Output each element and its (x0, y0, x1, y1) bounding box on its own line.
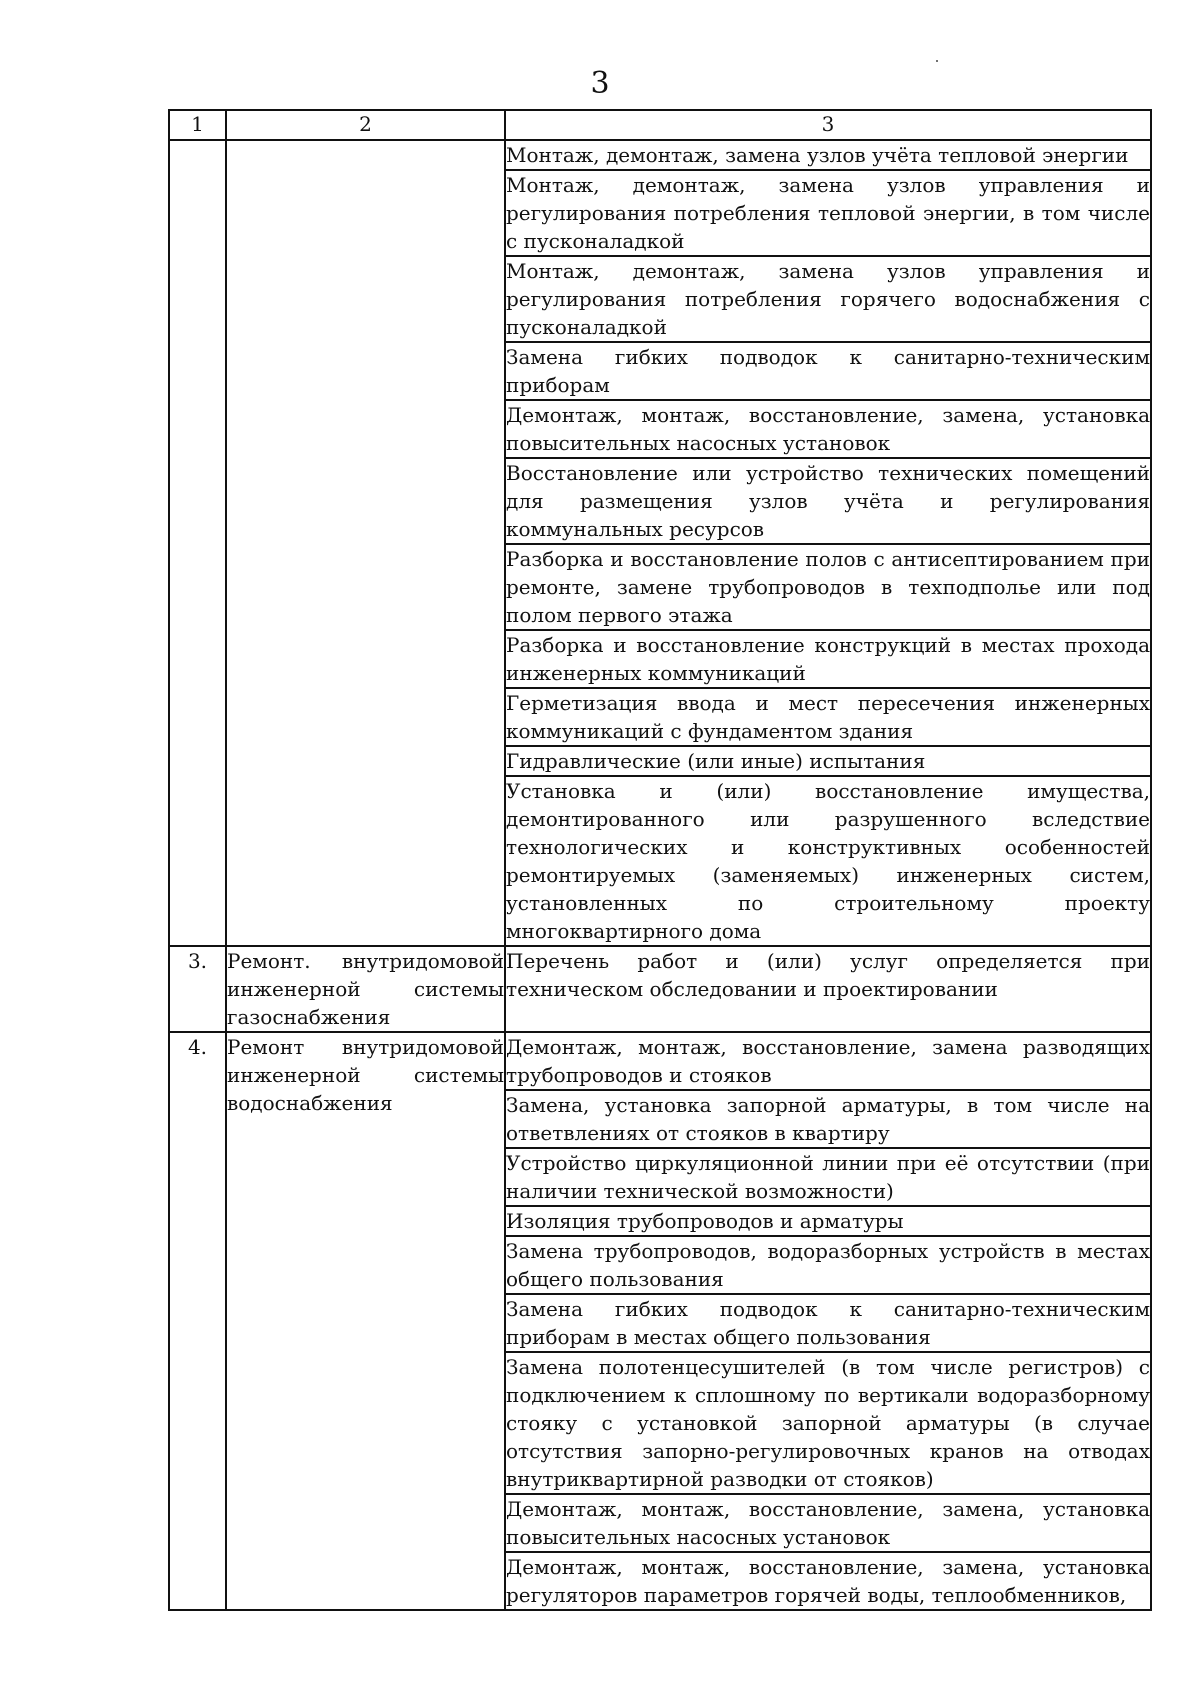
page-number: 3 (590, 66, 610, 101)
row-number (169, 140, 226, 946)
row-system-name: Ремонт внутридомовой инженерной системы водоснабжения (226, 1032, 505, 1610)
table-row-water (169, 1032, 1151, 1610)
row-works (505, 140, 1151, 946)
row-number: 4. (169, 1032, 226, 1610)
work-item: Перечень работ и (или) услуг определяется при техническом обследовании и проектировании (506, 949, 1150, 1001)
row-system-name (226, 140, 505, 946)
work-item: Демонтаж, монтаж, восстановление, замена, установка регуляторов параметров горячей воды, теплообменников, (506, 1551, 1150, 1609)
work-item: Демонтаж, монтаж, восстановление, замена разводящих трубопроводов и стояков (506, 1035, 1150, 1087)
work-item: Разборка и восстановление полов с антисептированием при ремонте, замене трубопроводов в техподполье или под полом первого этажа (506, 543, 1150, 629)
header-col-2: 2 (226, 110, 505, 140)
table-row-gas (169, 946, 1151, 1032)
scan-speck (936, 60, 938, 62)
work-item: Устройство циркуляционной линии при её отсутствии (при наличии технической возможности) (506, 1147, 1150, 1205)
work-item: Восстановление или устройство технических помещений для размещения узлов учёта и регулирования коммунальных ресурсов (506, 457, 1150, 543)
table-header-row (169, 110, 1151, 140)
work-item: Изоляция трубопроводов и арматуры (506, 1205, 1150, 1235)
work-item: Герметизация ввода и мест пересечения инженерных коммуникаций с фундаментом здания (506, 687, 1150, 745)
work-item: Монтаж, демонтаж, замена узлов учёта тепловой энергии (506, 143, 1129, 167)
works-table (168, 109, 1152, 1611)
work-item: Замена трубопроводов, водоразборных устройств в местах общего пользования (506, 1235, 1150, 1293)
work-item: Демонтаж, монтаж, восстановление, замена, установка повысительных насосных установок (506, 399, 1150, 457)
work-item: Демонтаж, монтаж, восстановление, замена, установка повысительных насосных установок (506, 1493, 1150, 1551)
row-number: 3. (169, 946, 226, 1032)
header-col-1: 1 (169, 110, 226, 140)
header-col-3: 3 (505, 110, 1151, 140)
work-item: Разборка и восстановление конструкций в местах прохода инженерных коммуникаций (506, 629, 1150, 687)
work-item: Установка и (или) восстановление имущества, демонтированного или разрушенного вследствие технологических и конструктивных особенностей ремонтируемых (заменяемых) инженерных систем, установленных по строительному проекту многоквартирного дома (506, 775, 1150, 945)
work-item: Монтаж, демонтаж, замена узлов управления и регулирования потребления тепловой энергии, в том числе с пусконаладкой (506, 169, 1150, 255)
work-item: Гидравлические (или иные) испытания (506, 745, 1150, 775)
row-system-name: Ремонт. внутридомовой инженерной системы газоснабжения (226, 946, 505, 1032)
table-row-continuation (169, 140, 1151, 946)
row-works (505, 1032, 1151, 1610)
work-item: Замена гибких подводок к санитарно-техническим приборам в местах общего пользования (506, 1293, 1150, 1351)
row-works (505, 946, 1151, 1032)
work-item: Замена, установка запорной арматуры, в том числе на ответвлениях от стояков в квартиру (506, 1089, 1150, 1147)
work-item: Замена гибких подводок к санитарно-техническим приборам (506, 341, 1150, 399)
work-item: Замена полотенцесушителей (в том числе регистров) с подключением к сплошному по вертикали водоразборному стояку с установкой запорной арматуры (в случае отсутствия запорно-регулировочных кранов на отводах внутриквартирной разводки от стояков) (506, 1351, 1150, 1493)
work-item: Монтаж, демонтаж, замена узлов управления и регулирования потребления горячего водоснабжения с пусконаладкой (506, 255, 1150, 341)
